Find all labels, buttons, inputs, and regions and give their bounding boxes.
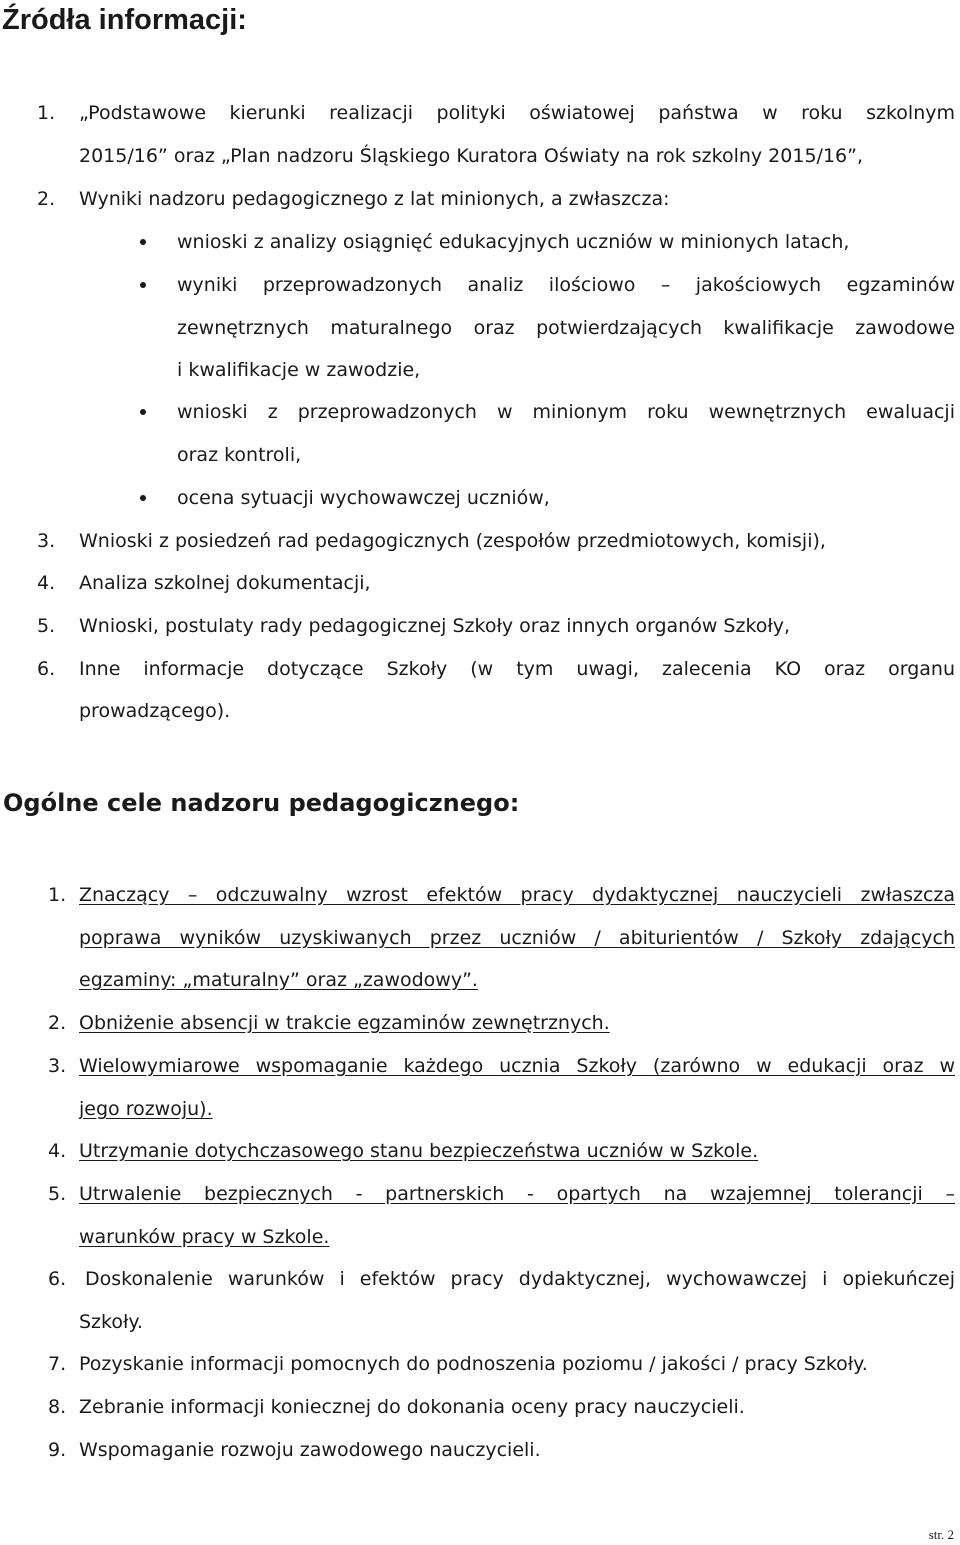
sources-item-1-number: 1. (37, 102, 56, 124)
sources-bullet-3-line-2: oraz kontroli, (177, 444, 302, 466)
goals-item-7-line-1: Pozyskanie informacji pomocnych do podnoszenia poziomu / jakości / pracy Szkoły. (79, 1353, 868, 1375)
goals-item-5-number: 5. (48, 1183, 67, 1205)
sources-item-1-line-2: 2015/16” oraz „Plan nadzoru Śląskiego Kuratora Oświaty na rok szkolny 2015/16”, (79, 145, 864, 167)
bullet-icon (140, 239, 146, 245)
page-number: str. 2 (928, 1527, 954, 1542)
sources-item-5-line-1: Wnioski, postulaty rady pedagogicznej Szkoły oraz innych organów Szkoły, (79, 615, 791, 637)
sources-item-3-line-1: Wnioski z posiedzeń rad pedagogicznych (zespołów przedmiotowych, komisji), (79, 530, 826, 552)
goals-item-3-line-1: Wielowymiarowe wspomaganie każdego ucznia Szkoły (zarówno w edukacji oraz w (79, 1055, 955, 1077)
goals-item-1-line-1: Znaczący – odczuwalny wzrost efektów pracy dydaktycznej nauczycieli zwłaszcza (79, 884, 955, 906)
sources-heading: Źródła informacji: (2, 4, 247, 36)
goals-item-3-line-2: jego rozwoju). (79, 1098, 213, 1120)
bullet-icon (140, 409, 146, 415)
goals-item-1-line-3: egzaminy: „maturalny” oraz „zawodowy”. (79, 969, 478, 991)
sources-bullet-2-line-3: i kwalifikacje w zawodzie, (177, 359, 421, 381)
bullet-icon (140, 282, 146, 288)
goals-item-8-number: 8. (48, 1396, 67, 1418)
sources-item-6-line-2: prowadzącego). (79, 700, 231, 722)
sources-item-6-line-1: Inne informacje dotyczące Szkoły (w tym uwagi, zalecenia KO oraz organu (79, 658, 955, 680)
sources-bullet-1-line-1: wnioski z analizy osiągnięć edukacyjnych uczniów w minionych latach, (177, 231, 850, 253)
sources-item-4-number: 4. (37, 572, 56, 594)
bullet-icon (140, 495, 146, 501)
goals-item-8-line-1: Zebranie informacji koniecznej do dokonania oceny pracy nauczycieli. (79, 1396, 745, 1418)
goals-item-3-number: 3. (48, 1055, 67, 1077)
goals-item-6-line-1: Doskonalenie warunków i efektów pracy dydaktycznej, wychowawczej i opiekuńczej (85, 1268, 955, 1290)
goals-item-5-line-2: warunków pracy w Szkole. (79, 1226, 330, 1248)
goals-item-6-line-2: Szkoły. (79, 1311, 143, 1333)
goals-item-7-number: 7. (48, 1353, 67, 1375)
sources-bullet-2-line-1: wyniki przeprowadzonych analiz ilościowo – jakościowych egzaminów (177, 274, 955, 296)
sources-item-5-number: 5. (37, 615, 56, 637)
sources-item-3-number: 3. (37, 530, 56, 552)
goals-item-1-number: 1. (48, 884, 67, 906)
goals-item-4-number: 4. (48, 1140, 67, 1162)
goals-item-2-number: 2. (48, 1012, 67, 1034)
goals-item-9-number: 9. (48, 1439, 67, 1461)
sources-item-4-line-1: Analiza szkolnej dokumentacji, (79, 572, 371, 594)
goals-heading: Ogólne cele nadzoru pedagogicznego: (3, 789, 520, 817)
sources-bullet-3-line-1: wnioski z przeprowadzonych w minionym roku wewnętrznych ewaluacji (177, 401, 955, 423)
goals-item-9-line-1: Wspomaganie rozwoju zawodowego nauczycieli. (79, 1439, 541, 1461)
sources-bullet-2-line-2: zewnętrznych maturalnego oraz potwierdzających kwalifikacje zawodowe (177, 317, 955, 339)
sources-bullet-4-line-1: ocena sytuacji wychowawczej uczniów, (177, 487, 550, 509)
goals-item-6-number: 6. (48, 1268, 67, 1290)
goals-item-4-line-1: Utrzymanie dotychczasowego stanu bezpieczeństwa uczniów w Szkole. (79, 1140, 759, 1162)
sources-item-2-number: 2. (37, 188, 56, 210)
sources-item-1-line-1: „Podstawowe kierunki realizacji polityki oświatowej państwa w roku szkolnym (79, 102, 955, 124)
goals-item-2-line-1: Obniżenie absencji w trakcie egzaminów zewnętrznych. (79, 1012, 610, 1034)
sources-item-2-line-1: Wyniki nadzoru pedagogicznego z lat minionych, a zwłaszcza: (79, 188, 670, 210)
sources-item-6-number: 6. (37, 658, 56, 680)
goals-item-1-line-2: poprawa wyników uzyskiwanych przez uczniów / abiturientów / Szkoły zdających (79, 927, 955, 949)
goals-item-5-line-1: Utrwalenie bezpiecznych - partnerskich - opartych na wzajemnej tolerancji – (79, 1183, 955, 1205)
